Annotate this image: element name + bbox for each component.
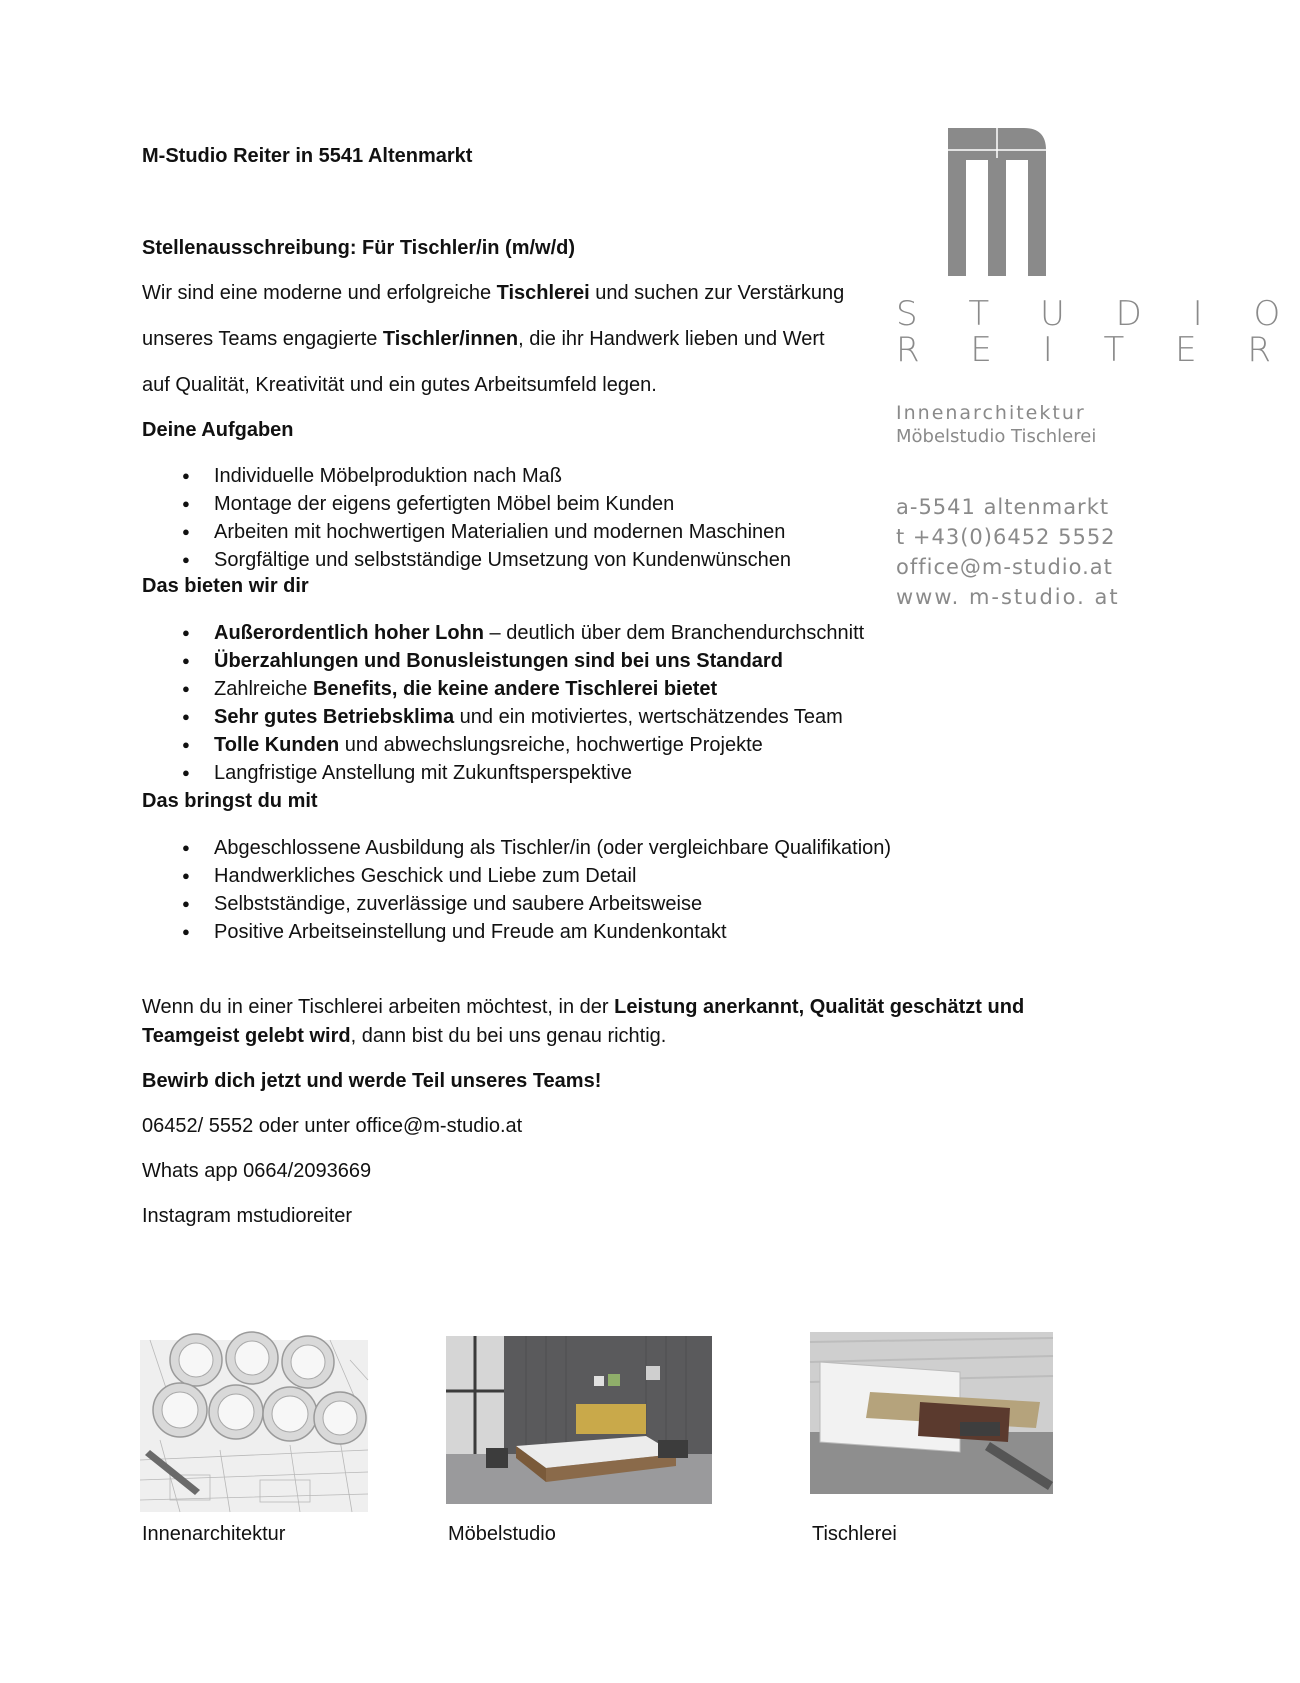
- m-logo-icon: [948, 128, 1046, 276]
- contact-phone-email: 06452/ 5552 oder unter office@m-studio.at: [142, 1115, 523, 1137]
- caption-innenarchitektur: Innenarchitektur: [142, 1523, 286, 1545]
- page-title: M-Studio Reiter in 5541 Altenmarkt: [142, 145, 473, 167]
- list-item: ● Montage der eigens gefertigten Möbel beim Kunden: [142, 490, 791, 518]
- list-item: ● Selbstständige, zuverlässige und saubere Arbeitsweise: [142, 890, 891, 918]
- caption-moebelstudio: Möbelstudio: [448, 1523, 556, 1545]
- contact-whatsapp: Whats app 0664/2093669: [142, 1160, 372, 1182]
- photo-tischlerei: [810, 1332, 1053, 1494]
- list-item: ● Überzahlungen und Bonusleistungen sind bei uns Standard: [142, 647, 864, 675]
- contact-instagram: Instagram mstudioreiter: [142, 1205, 353, 1227]
- call-to-action: Bewirb dich jetzt und werde Teil unseres Teams!: [142, 1070, 602, 1092]
- logo-subtitle-moebelstudio: Möbelstudio Tischlerei: [896, 426, 1097, 447]
- list-item: ● Arbeiten mit hochwertigen Materialien und modernen Maschinen: [142, 518, 791, 546]
- logo-reiter-word: R E I T E R: [896, 330, 1292, 370]
- offer-heading: Das bieten wir dir: [142, 575, 309, 597]
- requirements-heading: Das bringst du mit: [142, 790, 318, 812]
- list-item: ● Sorgfältige und selbstständige Umsetzung von Kundenwünschen: [142, 546, 791, 574]
- list-item: ● Zahlreiche Benefits, die keine andere Tischlerei bietet: [142, 675, 864, 703]
- tasks-list: [142, 462, 791, 574]
- list-item: ● Individuelle Möbelproduktion nach Maß: [142, 462, 791, 490]
- list-item: ● Sehr gutes Betriebsklima und ein motiviertes, wertschätzendes Team: [142, 703, 864, 731]
- requirements-list: [142, 834, 891, 946]
- logo-website: www. m-studio. at: [896, 585, 1120, 609]
- photo-moebelstudio: [446, 1336, 712, 1504]
- list-item: ● Positive Arbeitseinstellung und Freude am Kundenkontakt: [142, 918, 891, 946]
- logo-subtitle-innenarchitektur: Innenarchitektur: [896, 402, 1086, 424]
- list-item: ● Langfristige Anstellung mit Zukunftsperspektive: [142, 759, 864, 787]
- tasks-heading: Deine Aufgaben: [142, 419, 294, 441]
- closing-line-1: Wenn du in einer Tischlerei arbeiten möchtest, in der Leistung anerkannt, Qualität geschätzt und: [142, 996, 1025, 1018]
- closing-line-2: Teamgeist gelebt wird, dann bist du bei uns genau richtig.: [142, 1025, 667, 1047]
- job-title: Stellenausschreibung: Für Tischler/in (m/w/d): [142, 237, 576, 259]
- offer-list: [142, 619, 864, 787]
- logo-phone: t +43(0)6452 5552: [896, 525, 1116, 549]
- logo-address: a-5541 altenmarkt: [896, 495, 1110, 519]
- intro-line-2: unseres Teams engagierte Tischler/innen, die ihr Handwerk lieben und Wert: [142, 328, 825, 350]
- caption-tischlerei: Tischlerei: [812, 1523, 897, 1545]
- intro-line-1: Wir sind eine moderne und erfolgreiche Tischlerei und suchen zur Verstärkung: [142, 282, 845, 304]
- logo-studio-word: S T U D I O: [896, 294, 1300, 334]
- intro-line-3: auf Qualität, Kreativität und ein gutes Arbeitsumfeld legen.: [142, 374, 657, 396]
- list-item: ● Tolle Kunden und abwechslungsreiche, hochwertige Projekte: [142, 731, 864, 759]
- list-item: ● Abgeschlossene Ausbildung als Tischler/in (oder vergleichbare Qualifikation): [142, 834, 891, 862]
- list-item: ● Handwerkliches Geschick und Liebe zum Detail: [142, 862, 891, 890]
- photo-innenarchitektur: [140, 1340, 368, 1512]
- list-item: ● Außerordentlich hoher Lohn – deutlich über dem Branchendurchschnitt: [142, 619, 864, 647]
- logo-email: office@m-studio.at: [896, 555, 1113, 579]
